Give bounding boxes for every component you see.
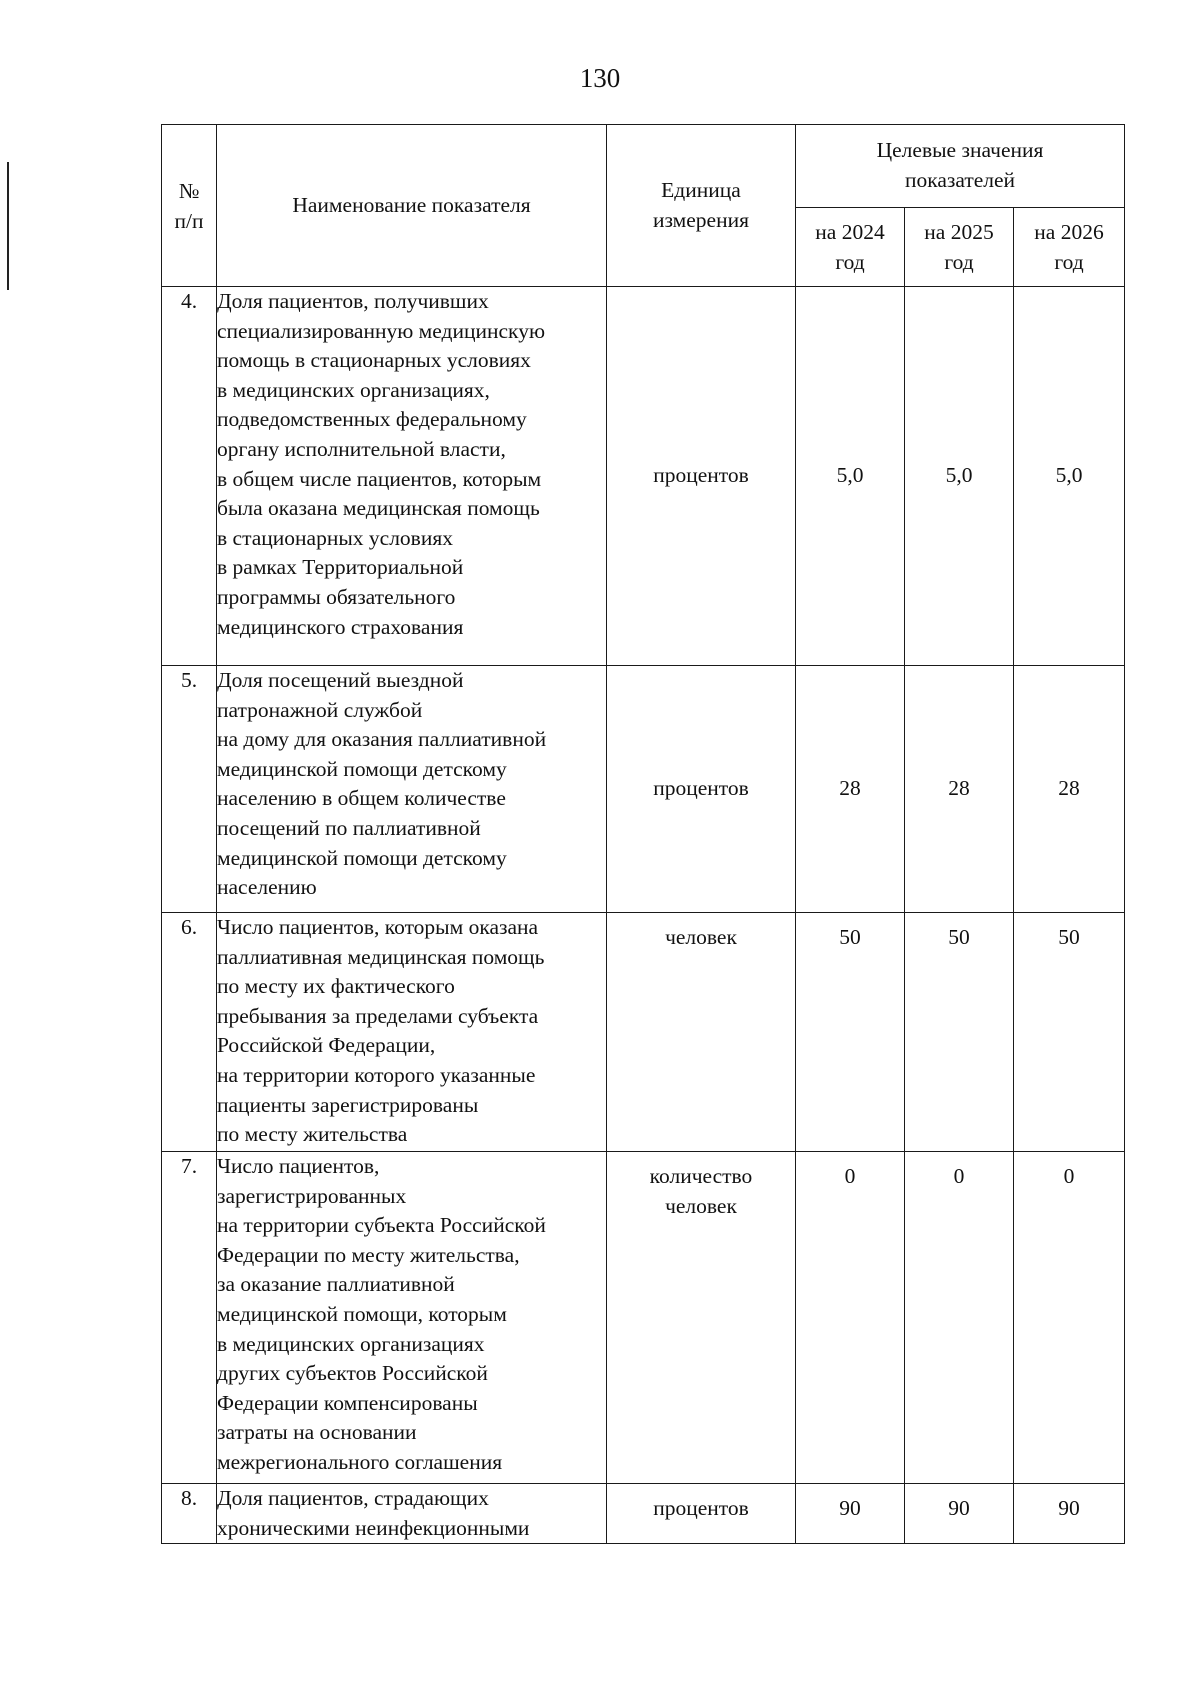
row-number: 4. bbox=[162, 287, 217, 666]
table-row bbox=[162, 666, 1125, 913]
unit-cell: процентов bbox=[607, 666, 796, 913]
value-2024: 50 bbox=[796, 913, 905, 1152]
header-target-values bbox=[796, 125, 1125, 208]
unit-cell: процентов bbox=[607, 1484, 796, 1544]
indicator-name: Число пациентов, которым оказана паллиативная медицинская помощь по месту их фактического пребывания за пределами субъекта Российской Федерации, на территории которого указанные пациенты зарегистрированы по месту жительства bbox=[217, 913, 607, 1152]
value-2026: 28 bbox=[1014, 666, 1125, 913]
header-indicator-name: Наименование показателя bbox=[217, 125, 607, 287]
value-2026: 5,0 bbox=[1014, 287, 1125, 666]
indicator-name: Доля пациентов, страдающих хроническими неинфекционными bbox=[217, 1484, 607, 1544]
header-number bbox=[162, 125, 217, 287]
header-unit bbox=[607, 125, 796, 287]
header-year-2026 bbox=[1014, 208, 1125, 287]
value-2026: 90 bbox=[1014, 1484, 1125, 1544]
header-target-values-text: Целевые значения показателей bbox=[876, 138, 1044, 192]
unit-cell: человек bbox=[607, 913, 796, 1152]
value-2025: 5,0 bbox=[905, 287, 1014, 666]
value-2025: 0 bbox=[905, 1152, 1014, 1484]
header-year-2024-text: на 2024 год bbox=[815, 220, 885, 274]
value-2026: 50 bbox=[1014, 913, 1125, 1152]
value-2025: 90 bbox=[905, 1484, 1014, 1544]
header-row-top bbox=[162, 125, 1125, 208]
row-number: 6. bbox=[162, 913, 217, 1152]
unit-cell: процентов bbox=[607, 287, 796, 666]
header-year-2024 bbox=[796, 208, 905, 287]
table-body bbox=[162, 287, 1125, 1544]
row-number: 7. bbox=[162, 1152, 217, 1484]
indicator-name: Доля посещений выездной патронажной службой на дому для оказания паллиативной медицинской помощи детскому населению в общем количестве посещений по паллиативной медицинской помощи детскому населению bbox=[217, 666, 607, 913]
header-unit-text: Единица измерения bbox=[652, 177, 750, 232]
value-2025: 28 bbox=[905, 666, 1014, 913]
value-2024: 0 bbox=[796, 1152, 905, 1484]
value-2024: 90 bbox=[796, 1484, 905, 1544]
header-number-text: № п/п bbox=[174, 178, 204, 233]
indicators-table bbox=[161, 124, 1125, 1544]
indicator-name: Доля пациентов, получивших специализированную медицинскую помощь в стационарных условиях в медицинских организациях, подведомственных федеральному органу исполнительной власти, в общем числе пациентов, которым была оказана медицинская помощь в стационарных условиях в рамках Территориальной программы обязательного медицинского страхования bbox=[217, 287, 607, 666]
indicator-name: Число пациентов, зарегистрированных на территории субъекта Российской Федерации по месту жительства, за оказание паллиативной медицинской помощи, которым в медицинских организациях других субъектов Российской Федерации компенсированы затраты на основании межрегионального соглашения bbox=[217, 1152, 607, 1484]
header-year-2026-text: на 2026 год bbox=[1034, 220, 1104, 274]
header-year-2025 bbox=[905, 208, 1014, 287]
value-2026: 0 bbox=[1014, 1152, 1125, 1484]
value-2025: 50 bbox=[905, 913, 1014, 1152]
row-number: 5. bbox=[162, 666, 217, 913]
row-number: 8. bbox=[162, 1484, 217, 1544]
table-header bbox=[162, 125, 1125, 287]
table-row bbox=[162, 287, 1125, 666]
scan-edge-mark bbox=[7, 162, 9, 290]
table-row bbox=[162, 913, 1125, 1152]
page-number: 130 bbox=[579, 63, 621, 93]
unit-cell: количество человек bbox=[607, 1152, 796, 1484]
table-row bbox=[162, 1484, 1125, 1544]
value-2024: 28 bbox=[796, 666, 905, 913]
value-2024: 5,0 bbox=[796, 287, 905, 666]
table-row bbox=[162, 1152, 1125, 1484]
header-year-2025-text: на 2025 год bbox=[924, 220, 994, 274]
